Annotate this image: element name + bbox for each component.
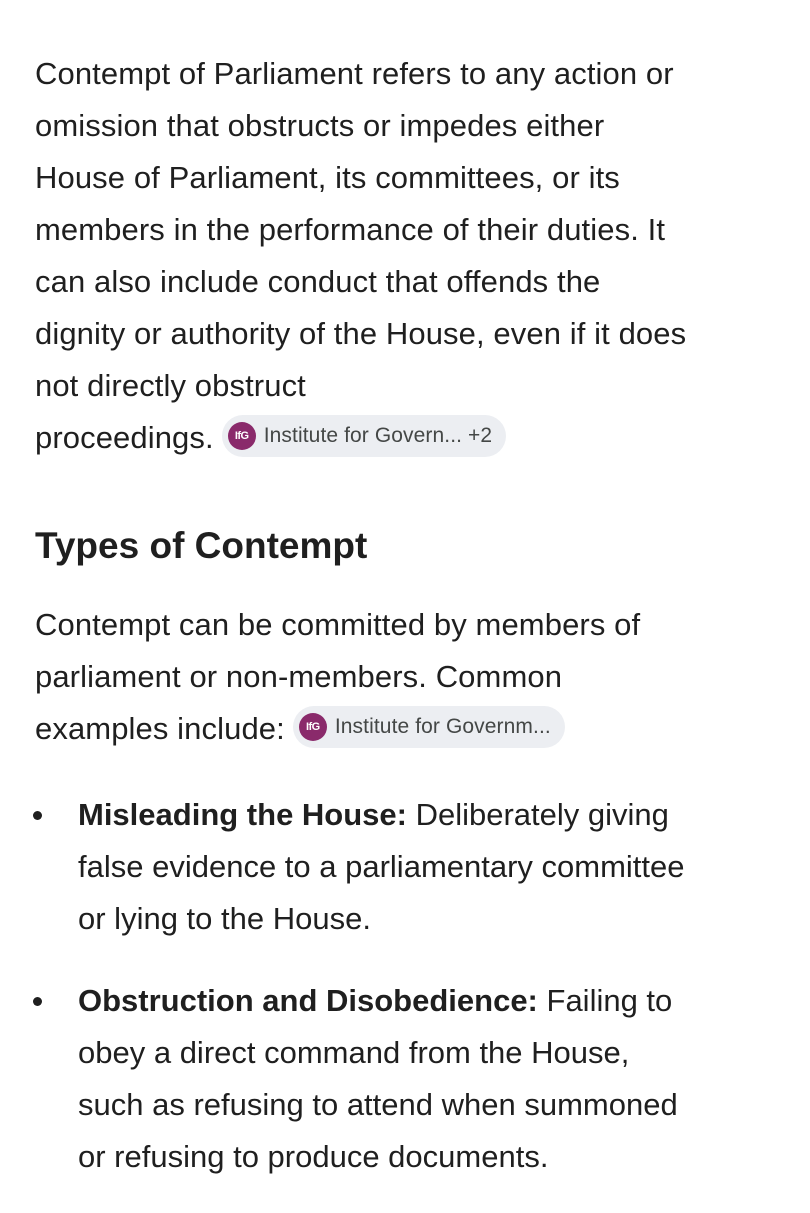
list-item-text: or refusing to produce documents. [78,1139,549,1174]
source-chip-intro[interactable] [222,415,506,457]
list-item-text: obey a direct command from the House, [78,1035,630,1070]
intro-line: not directly obstruct [35,368,306,403]
source-chip-label: Institute for Governm... [334,714,551,738]
intro-line: dignity or authority of the House, even if it does [35,316,687,351]
intro-line: Contempt of Parliament refers to any action or [35,56,674,91]
intro-line: proceedings. [35,420,214,455]
list-item-title: Misleading the House: [78,797,407,832]
section-line: examples include: [35,711,285,746]
examples-list [35,789,785,1183]
source-chip-label: Institute for Govern... +2 [263,423,493,447]
intro-line: House of Parliament, its committees, or its [35,160,620,195]
section-line: parliament or non-members. Common [35,659,563,694]
list-item [35,975,785,1183]
ifg-logo-icon: IfG [299,713,327,741]
bullet-dot-icon [33,811,42,820]
intro-line: members in the performance of their duties. It [35,212,666,247]
list-item-text: such as refusing to attend when summoned [78,1087,678,1122]
section-line: Contempt can be committed by members of [35,607,641,642]
response-content [35,48,785,1213]
list-item [35,789,785,945]
intro-paragraph [35,48,785,464]
list-item-text: Deliberately giving [406,797,669,832]
ifg-logo-icon: IfG [228,422,256,450]
list-item-text: false evidence to a parliamentary committee [78,849,685,884]
list-item-text: Failing to [537,983,673,1018]
section-paragraph [35,599,785,755]
list-item-text: or lying to the House. [78,901,371,936]
source-chip-section[interactable] [293,706,565,748]
intro-line: can also include conduct that offends the [35,264,601,299]
intro-line: omission that obstructs or impedes either [35,108,605,143]
bullet-dot-icon [33,997,42,1006]
list-item-title: Obstruction and Disobedience: [78,983,538,1018]
section-heading: Types of Contempt [35,525,368,566]
